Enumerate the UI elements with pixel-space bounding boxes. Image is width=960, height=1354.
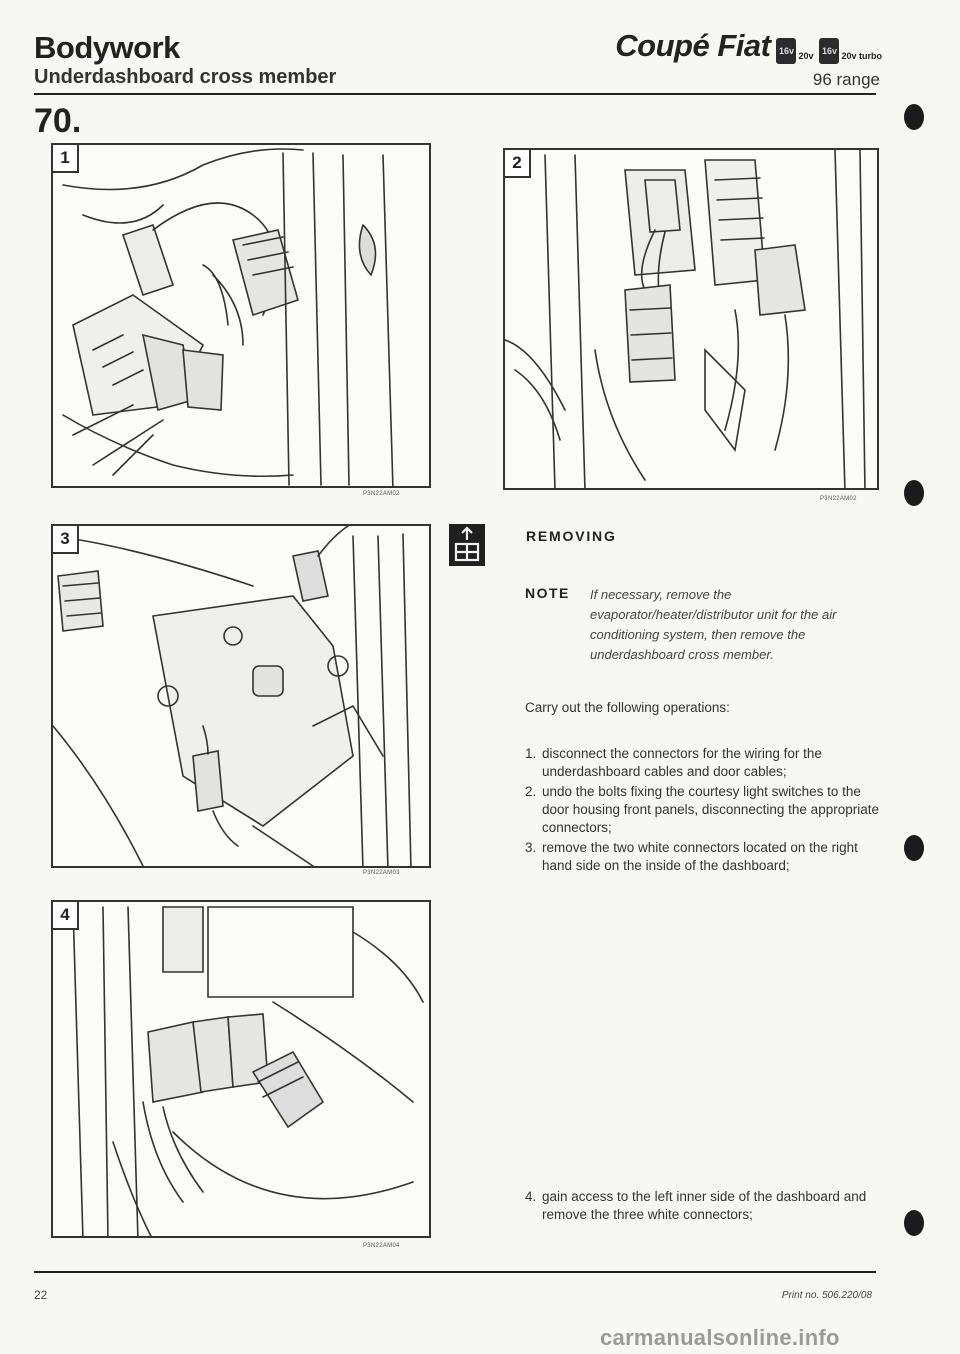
- figure-number: 4: [53, 902, 79, 930]
- list-item: [525, 745, 887, 781]
- figure-4: [51, 900, 431, 1238]
- note-label: NOTE: [525, 585, 570, 601]
- engine-label: 20v turbo: [841, 51, 882, 61]
- binder-hole-icon: [904, 1210, 924, 1236]
- figure-4-drawing: [53, 902, 431, 1238]
- list-item: [525, 1188, 887, 1224]
- figure-number: 3: [53, 526, 79, 554]
- engine-tag-20v-turbo: [819, 38, 882, 64]
- note-text: If necessary, remove the evaporator/heater/distributor unit for the air conditioning system, then remove the underdashboard cross member.: [590, 587, 837, 662]
- figure-number: 2: [505, 150, 531, 178]
- engine-badge-icon: 16v: [776, 38, 796, 64]
- removing-title: REMOVING: [526, 528, 617, 544]
- page-number: 22: [34, 1288, 48, 1302]
- step-number: 4.: [525, 1189, 537, 1204]
- header-divider: [34, 93, 876, 95]
- figure-code: P3N22AM02: [820, 496, 857, 502]
- step-number: 1.: [525, 746, 537, 761]
- binder-hole-icon: [904, 835, 924, 861]
- step-text: gain access to the left inner side of the dashboard and remove the three white connectors;: [542, 1189, 867, 1222]
- list-item: [525, 783, 887, 837]
- binder-hole-icon: [904, 480, 924, 506]
- watermark-site[interactable]: carmanualsonline.info: [600, 1325, 840, 1350]
- step-number: 3.: [525, 840, 537, 855]
- figure-3-drawing: [53, 526, 431, 868]
- header-range: 96 range: [812, 70, 880, 89]
- figure-1: [51, 143, 431, 488]
- figure-number: 1: [53, 145, 79, 173]
- intro-text: Carry out the following operations:: [525, 700, 730, 715]
- figure-3: [51, 524, 431, 868]
- figure-1-drawing: [53, 145, 431, 488]
- figure-2-drawing: [505, 150, 879, 490]
- figure-code: P3N22AM03: [363, 870, 400, 876]
- figure-2: [503, 148, 879, 490]
- list-item: [525, 839, 887, 875]
- step-text: remove the two white connectors located on the right hand side on the inside of the dashboard;: [542, 840, 858, 873]
- step-text: undo the bolts fixing the courtesy light switches to the door housing front panels, disconnecting the appropriate connectors;: [542, 784, 879, 835]
- header-subtitle: Underdashboard cross member: [34, 66, 337, 88]
- print-number: Print no. 506.220/08: [781, 1290, 872, 1301]
- step-number: 2.: [525, 784, 537, 799]
- steps-list: [525, 745, 887, 877]
- step-text: disconnect the connectors for the wiring for the underdashboard cables and door cables;: [542, 746, 822, 779]
- section-number: 70.: [34, 102, 82, 140]
- figure-code: P3N22AM04: [363, 1243, 400, 1249]
- figure-code: P3N22AM02: [363, 491, 400, 497]
- header-brand: Coupé Fiat: [615, 28, 771, 63]
- header-model: [615, 28, 882, 64]
- engine-tag-20v: [776, 38, 813, 64]
- footer-divider: [34, 1271, 876, 1273]
- engine-label: 20v: [798, 51, 814, 61]
- removing-icon: [449, 524, 485, 566]
- header-title: Bodywork: [34, 30, 180, 65]
- engine-badge-icon: 16v: [819, 38, 839, 64]
- binder-hole-icon: [904, 104, 924, 130]
